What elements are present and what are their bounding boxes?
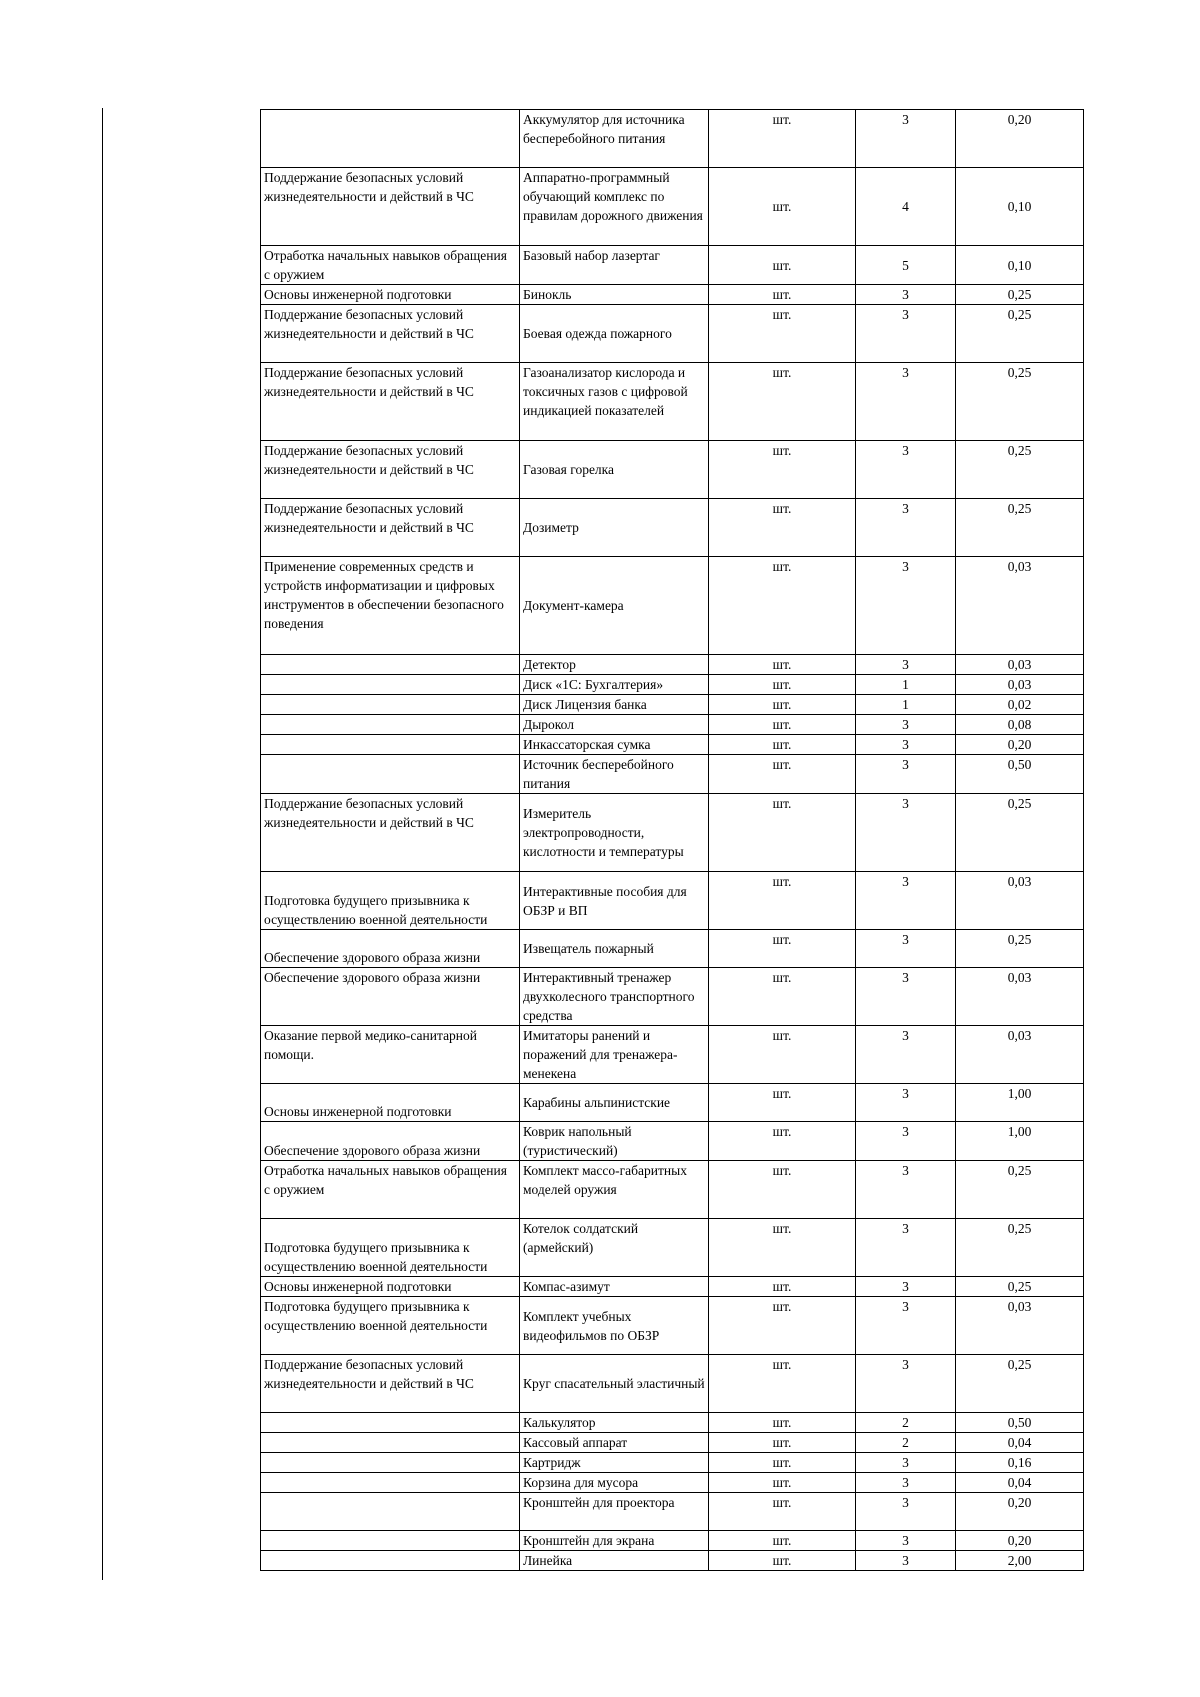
cell-unit: шт.: [709, 755, 856, 794]
cell-area: [261, 735, 520, 755]
table-row: [261, 1551, 1084, 1571]
cell-item-name: Кассовый аппарат: [520, 1433, 709, 1453]
cell-unit: шт.: [709, 1453, 856, 1473]
cell-quantity: 5: [856, 246, 956, 285]
cell-quantity: 3: [856, 1219, 956, 1277]
table-row: [261, 1122, 1084, 1161]
table-row: [261, 1433, 1084, 1453]
cell-unit: шт.: [709, 1493, 856, 1531]
table-row: [261, 1493, 1084, 1531]
cell-item-name: Дырокол: [520, 715, 709, 735]
cell-item-name: Круг спасательный эластичный: [520, 1355, 709, 1413]
cell-value: 0,04: [956, 1473, 1084, 1493]
cell-area: [261, 655, 520, 675]
cell-area: Отработка начальных навыков обращения с оружием: [261, 246, 520, 285]
cell-unit: шт.: [709, 246, 856, 285]
table-row: [261, 1277, 1084, 1297]
cell-quantity: 3: [856, 755, 956, 794]
cell-item-name: Газоанализатор кислорода и токсичных газов с цифровой индикацией показателей: [520, 363, 709, 441]
cell-area: [261, 695, 520, 715]
cell-unit: шт.: [709, 1531, 856, 1551]
cell-area: Поддержание безопасных условий жизнедеятельности и действий в ЧС: [261, 441, 520, 499]
cell-item-name: Бинокль: [520, 285, 709, 305]
cell-value: 0,08: [956, 715, 1084, 735]
cell-quantity: 3: [856, 1297, 956, 1355]
left-margin-line: [102, 108, 103, 1580]
cell-value: 0,03: [956, 872, 1084, 930]
cell-item-name: Интерактивные пособия для ОБЗР и ВП: [520, 872, 709, 930]
cell-area: Применение современных средств и устройств информатизации и цифровых инструментов в обеспечении безопасного поведения: [261, 557, 520, 655]
table-row: [261, 655, 1084, 675]
table-row: [261, 794, 1084, 872]
cell-item-name: Базовый набор лазертаг: [520, 246, 709, 285]
cell-value: 2,00: [956, 1551, 1084, 1571]
cell-quantity: 3: [856, 930, 956, 968]
cell-quantity: 3: [856, 1551, 956, 1571]
cell-unit: шт.: [709, 1277, 856, 1297]
cell-item-name: Детектор: [520, 655, 709, 675]
cell-item-name: Коврик напольный (туристический): [520, 1122, 709, 1161]
cell-area: Оказание первой медико-санитарной помощи.: [261, 1026, 520, 1084]
cell-area: [261, 1493, 520, 1531]
cell-quantity: 3: [856, 1355, 956, 1413]
cell-area: [261, 1453, 520, 1473]
cell-quantity: 2: [856, 1433, 956, 1453]
cell-value: 0,20: [956, 1531, 1084, 1551]
cell-value: 0,04: [956, 1433, 1084, 1453]
cell-item-name: Газовая горелка: [520, 441, 709, 499]
cell-unit: шт.: [709, 715, 856, 735]
cell-unit: шт.: [709, 930, 856, 968]
cell-value: 0,03: [956, 1297, 1084, 1355]
cell-unit: шт.: [709, 441, 856, 499]
cell-value: 0,50: [956, 1413, 1084, 1433]
cell-unit: шт.: [709, 363, 856, 441]
cell-area: Поддержание безопасных условий жизнедеятельности и действий в ЧС: [261, 305, 520, 363]
cell-quantity: 3: [856, 1026, 956, 1084]
cell-quantity: 3: [856, 1531, 956, 1551]
equipment-table-body: [261, 110, 1084, 1571]
table-row: [261, 735, 1084, 755]
table-row: [261, 1453, 1084, 1473]
cell-value: 0,25: [956, 794, 1084, 872]
cell-value: 0,10: [956, 168, 1084, 246]
cell-value: 0,20: [956, 1493, 1084, 1531]
cell-quantity: 3: [856, 441, 956, 499]
cell-item-name: Корзина для мусора: [520, 1473, 709, 1493]
cell-area: Подготовка будущего призывника к осуществлению военной деятельности: [261, 872, 520, 930]
cell-item-name: Документ-камера: [520, 557, 709, 655]
table-row: [261, 1413, 1084, 1433]
cell-unit: шт.: [709, 1161, 856, 1219]
cell-area: [261, 110, 520, 168]
table-row: [261, 755, 1084, 794]
cell-value: 0,25: [956, 285, 1084, 305]
cell-value: 0,25: [956, 1161, 1084, 1219]
cell-value: 0,25: [956, 930, 1084, 968]
cell-item-name: Кронштейн для проектора: [520, 1493, 709, 1531]
cell-area: Обеспечение здорового образа жизни: [261, 968, 520, 1026]
table-row: [261, 499, 1084, 557]
cell-quantity: 3: [856, 735, 956, 755]
table-row: [261, 695, 1084, 715]
table-row: [261, 968, 1084, 1026]
cell-quantity: 1: [856, 695, 956, 715]
cell-unit: шт.: [709, 110, 856, 168]
table-row: [261, 1219, 1084, 1277]
cell-area: [261, 1433, 520, 1453]
cell-value: 0,25: [956, 1277, 1084, 1297]
cell-value: 0,25: [956, 499, 1084, 557]
cell-quantity: 3: [856, 655, 956, 675]
cell-item-name: Диск Лицензия банка: [520, 695, 709, 715]
cell-area: Основы инженерной подготовки: [261, 285, 520, 305]
cell-area: [261, 675, 520, 695]
cell-item-name: Линейка: [520, 1551, 709, 1571]
table-row: [261, 110, 1084, 168]
cell-quantity: 3: [856, 285, 956, 305]
cell-unit: шт.: [709, 1355, 856, 1413]
cell-quantity: 3: [856, 305, 956, 363]
table-row: [261, 1161, 1084, 1219]
cell-value: 0,25: [956, 441, 1084, 499]
cell-value: 1,00: [956, 1084, 1084, 1122]
cell-unit: шт.: [709, 499, 856, 557]
cell-value: 0,25: [956, 1355, 1084, 1413]
cell-unit: шт.: [709, 305, 856, 363]
cell-quantity: 3: [856, 715, 956, 735]
cell-value: 0,03: [956, 968, 1084, 1026]
cell-value: 0,03: [956, 675, 1084, 695]
cell-unit: шт.: [709, 285, 856, 305]
cell-area: [261, 1473, 520, 1493]
cell-item-name: Котелок солдатский (армейский): [520, 1219, 709, 1277]
cell-item-name: Комплект учебных видеофильмов по ОБЗР: [520, 1297, 709, 1355]
cell-quantity: 3: [856, 363, 956, 441]
cell-area: Обеспечение здорового образа жизни: [261, 1122, 520, 1161]
cell-unit: шт.: [709, 1297, 856, 1355]
cell-area: [261, 755, 520, 794]
cell-item-name: Калькулятор: [520, 1413, 709, 1433]
cell-unit: шт.: [709, 1026, 856, 1084]
cell-item-name: Имитаторы ранений и поражений для тренажера-менекена: [520, 1026, 709, 1084]
cell-unit: шт.: [709, 1473, 856, 1493]
cell-area: [261, 1531, 520, 1551]
cell-unit: шт.: [709, 735, 856, 755]
table-row: [261, 872, 1084, 930]
cell-unit: шт.: [709, 872, 856, 930]
cell-value: 0,03: [956, 655, 1084, 675]
cell-area: Основы инженерной подготовки: [261, 1277, 520, 1297]
cell-item-name: Извещатель пожарный: [520, 930, 709, 968]
cell-unit: шт.: [709, 1219, 856, 1277]
table-row: [261, 305, 1084, 363]
cell-quantity: 3: [856, 872, 956, 930]
cell-area: Поддержание безопасных условий жизнедеятельности и действий в ЧС: [261, 363, 520, 441]
cell-unit: шт.: [709, 794, 856, 872]
cell-value: 0,25: [956, 305, 1084, 363]
table-row: [261, 1026, 1084, 1084]
cell-unit: шт.: [709, 655, 856, 675]
cell-value: 0,25: [956, 1219, 1084, 1277]
cell-area: [261, 1551, 520, 1571]
cell-value: 0,50: [956, 755, 1084, 794]
cell-value: 0,20: [956, 110, 1084, 168]
cell-area: Подготовка будущего призывника к осуществлению военной деятельности: [261, 1219, 520, 1277]
cell-value: 1,00: [956, 1122, 1084, 1161]
cell-item-name: Кронштейн для экрана: [520, 1531, 709, 1551]
cell-item-name: Картридж: [520, 1453, 709, 1473]
table-row: [261, 363, 1084, 441]
cell-value: 0,20: [956, 735, 1084, 755]
cell-quantity: 3: [856, 1122, 956, 1161]
cell-quantity: 3: [856, 1084, 956, 1122]
table-row: [261, 441, 1084, 499]
cell-item-name: Комплект массо-габаритных моделей оружия: [520, 1161, 709, 1219]
cell-quantity: 1: [856, 675, 956, 695]
cell-area: Поддержание безопасных условий жизнедеятельности и действий в ЧС: [261, 794, 520, 872]
cell-quantity: 4: [856, 168, 956, 246]
cell-unit: шт.: [709, 557, 856, 655]
cell-value: 0,02: [956, 695, 1084, 715]
cell-quantity: 3: [856, 499, 956, 557]
cell-area: Обеспечение здорового образа жизни: [261, 930, 520, 968]
cell-unit: шт.: [709, 675, 856, 695]
table-row: [261, 285, 1084, 305]
cell-area: [261, 715, 520, 735]
cell-unit: шт.: [709, 1433, 856, 1453]
table-row: [261, 557, 1084, 655]
table-row: [261, 1473, 1084, 1493]
cell-value: 0,10: [956, 246, 1084, 285]
table-row: [261, 1531, 1084, 1551]
cell-unit: шт.: [709, 1122, 856, 1161]
cell-item-name: Инкассаторская сумка: [520, 735, 709, 755]
cell-value: 0,03: [956, 1026, 1084, 1084]
equipment-table: [260, 109, 1084, 1571]
cell-area: Поддержание безопасных условий жизнедеятельности и действий в ЧС: [261, 168, 520, 246]
cell-quantity: 2: [856, 1413, 956, 1433]
table-row: [261, 246, 1084, 285]
cell-quantity: 3: [856, 110, 956, 168]
cell-item-name: Аппаратно-программный обучающий комплекс по правилам дорожного движения: [520, 168, 709, 246]
cell-item-name: Интерактивный тренажер двухколесного транспортного средства: [520, 968, 709, 1026]
cell-quantity: 3: [856, 968, 956, 1026]
cell-quantity: 3: [856, 1453, 956, 1473]
cell-area: Основы инженерной подготовки: [261, 1084, 520, 1122]
cell-item-name: Диск «1С: Бухгалтерия»: [520, 675, 709, 695]
table-row: [261, 1355, 1084, 1413]
cell-quantity: 3: [856, 794, 956, 872]
cell-area: Поддержание безопасных условий жизнедеятельности и действий в ЧС: [261, 1355, 520, 1413]
table-row: [261, 715, 1084, 735]
table-row: [261, 1084, 1084, 1122]
cell-unit: шт.: [709, 695, 856, 715]
table-row: [261, 675, 1084, 695]
cell-item-name: Дозиметр: [520, 499, 709, 557]
cell-quantity: 3: [856, 1493, 956, 1531]
cell-item-name: Компас-азимут: [520, 1277, 709, 1297]
table-row: [261, 930, 1084, 968]
cell-quantity: 3: [856, 1277, 956, 1297]
table-row: [261, 1297, 1084, 1355]
table-row: [261, 168, 1084, 246]
cell-area: Подготовка будущего призывника к осуществлению военной деятельности: [261, 1297, 520, 1355]
cell-item-name: Аккумулятор для источника бесперебойного питания: [520, 110, 709, 168]
cell-item-name: Измеритель электропроводности, кислотности и температуры: [520, 794, 709, 872]
cell-quantity: 3: [856, 1161, 956, 1219]
cell-area: Отработка начальных навыков обращения с оружием: [261, 1161, 520, 1219]
cell-value: 0,25: [956, 363, 1084, 441]
cell-unit: шт.: [709, 968, 856, 1026]
cell-unit: шт.: [709, 1084, 856, 1122]
cell-item-name: Боевая одежда пожарного: [520, 305, 709, 363]
cell-quantity: 3: [856, 1473, 956, 1493]
cell-unit: шт.: [709, 168, 856, 246]
cell-item-name: Источник бесперебойного питания: [520, 755, 709, 794]
cell-value: 0,16: [956, 1453, 1084, 1473]
cell-item-name: Карабины альпинистские: [520, 1084, 709, 1122]
cell-unit: шт.: [709, 1413, 856, 1433]
cell-quantity: 3: [856, 557, 956, 655]
cell-area: [261, 1413, 520, 1433]
cell-unit: шт.: [709, 1551, 856, 1571]
cell-area: Поддержание безопасных условий жизнедеятельности и действий в ЧС: [261, 499, 520, 557]
cell-value: 0,03: [956, 557, 1084, 655]
